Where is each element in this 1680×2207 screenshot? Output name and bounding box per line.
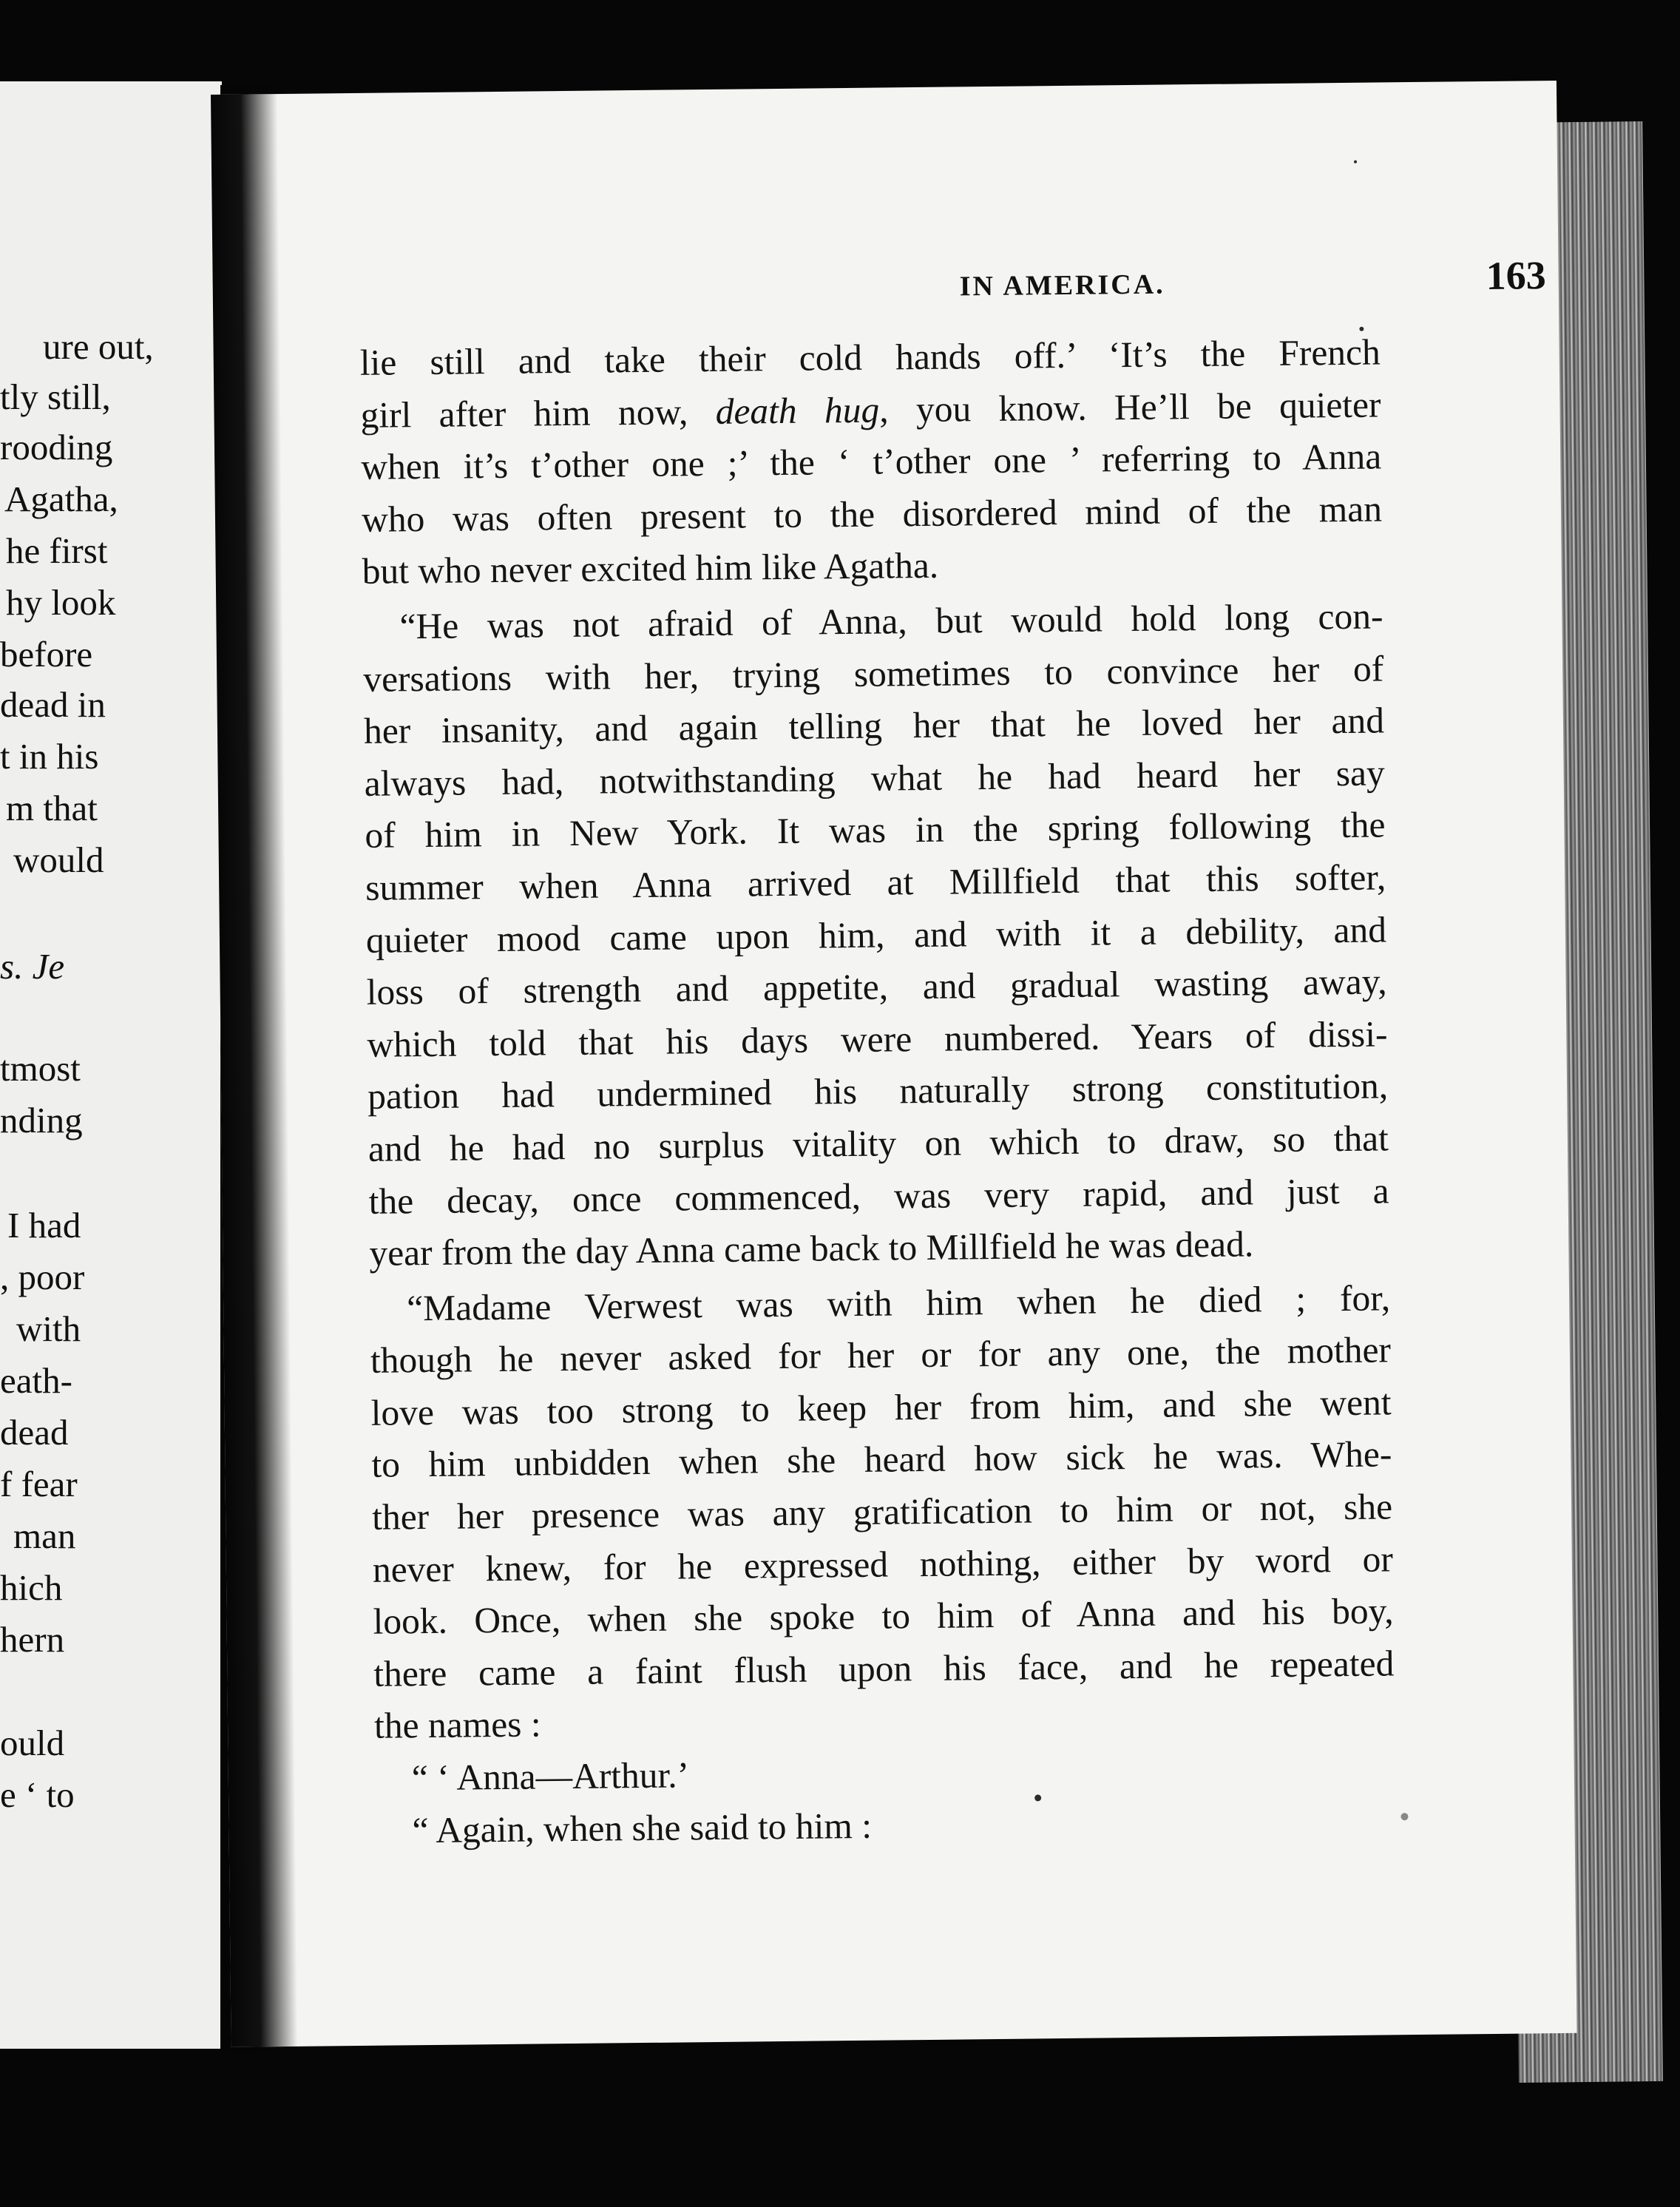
text-line: summer when Anna arrived at Millfield that this softer,	[365, 856, 1386, 908]
left-page-fragment: I had	[7, 1205, 81, 1246]
ink-speck	[1034, 1794, 1041, 1801]
ink-speck	[1400, 1813, 1408, 1820]
text-line: her insanity, and again telling her that he loved her and	[363, 700, 1385, 752]
left-page-fragment: f fear	[0, 1464, 78, 1504]
text-line: there came a faint flush upon his face, and he repeated	[373, 1643, 1395, 1694]
left-page-fragment: dead	[0, 1412, 69, 1453]
left-page-fragment: hich	[0, 1567, 63, 1608]
left-page-fragment: e ‘ to	[0, 1774, 75, 1815]
running-head: IN AMERICA.	[959, 268, 1165, 303]
left-page-fragment: s. Je	[0, 946, 65, 987]
text-line: of him in New York. It was in the spring following the	[365, 804, 1386, 856]
text-line: year from the day Anna came back to Millfield he was dead.	[369, 1223, 1254, 1274]
left-page-fragment: before	[0, 634, 93, 675]
text-line: “ Again, when she said to him :	[412, 1805, 873, 1851]
italic-phrase: death hug	[715, 389, 880, 432]
text-line: quieter mood came upon him, and with it a debility, and	[365, 908, 1387, 961]
text-line: “Madame Verwest was with him when he died ; for,	[406, 1277, 1391, 1328]
text-line: to him unbidden when she heard how sick he was. Whe-	[371, 1433, 1392, 1486]
body-text	[359, 326, 1395, 1857]
right-page	[211, 81, 1577, 2047]
text-line: never knew, for he expressed nothing, either by word or	[372, 1538, 1394, 1590]
text-line: girl after him now, death hug, you know. He’ll be quieter	[360, 384, 1381, 436]
left-page-fragment: t in his	[0, 736, 99, 777]
text-line: the decay, once commenced, was very rapid, and just a	[368, 1169, 1389, 1222]
text-line: when it’s t’other one ;’ the ‘ t’other one ’ referring to Anna	[360, 436, 1382, 488]
text-line: “He was not afraid of Anna, but would hold long con-	[399, 595, 1383, 647]
text-line: who was often present to the disordered mind of the man	[361, 488, 1383, 540]
left-page-fragment: , poor	[0, 1257, 85, 1297]
left-page-fragment: Agatha,	[4, 479, 118, 519]
text-line: versations with her, trying sometimes to convince her of	[362, 647, 1384, 700]
text-line: ther her presence was any gratification to him or not, she	[371, 1486, 1393, 1538]
left-page-fragment: rooding	[0, 427, 113, 467]
left-page-fragment: tmost	[0, 1048, 81, 1089]
left-page-fragment: ould	[0, 1723, 65, 1763]
left-page-fragment: eath-	[0, 1360, 72, 1401]
left-page-fragment: nding	[0, 1100, 83, 1140]
text-line: pation had undermined his naturally strong constitution,	[367, 1065, 1389, 1118]
text-line: lie still and take their cold hands off.’ ‘It’s the French	[359, 331, 1381, 383]
text-line: but who never excited him like Agatha.	[362, 545, 939, 592]
left-page-fragment: m that	[6, 788, 98, 828]
text-line: which told that his days were numbered. Years of dissi-	[367, 1013, 1388, 1065]
ink-speck	[1354, 160, 1357, 163]
ink-speck	[1359, 327, 1364, 331]
left-page-fragment: hy look	[6, 582, 116, 623]
left-page-fragment: would	[13, 839, 104, 880]
text-line: “ ‘ Anna—Arthur.’	[411, 1754, 690, 1799]
left-facing-page	[0, 81, 222, 2049]
text-line: always had, notwithstanding what he had heard her say	[364, 752, 1385, 804]
page-number: 163	[1486, 253, 1546, 298]
left-page-fragment: he first	[6, 530, 108, 571]
left-page-fragment: man	[13, 1515, 76, 1556]
left-page-fragment: tly still,	[0, 376, 111, 417]
text-line: the names :	[373, 1703, 541, 1747]
left-page-fragment: hern	[0, 1619, 65, 1660]
text-line: love was too strong to keep her from him, and she went	[370, 1382, 1392, 1433]
text-line: though he never asked for her or for any one, the mother	[370, 1329, 1392, 1382]
text-line: look. Once, when she spoke to him of Anna and his boy,	[373, 1590, 1394, 1643]
text-line: and he had no surplus vitality on which to draw, so that	[368, 1118, 1389, 1169]
left-page-fragment: with	[16, 1308, 81, 1349]
left-page-fragment: dead in	[0, 684, 106, 725]
left-page-fragment: ure out,	[43, 326, 154, 367]
text-line: loss of strength and appetite, and gradual wasting away,	[366, 961, 1387, 1013]
